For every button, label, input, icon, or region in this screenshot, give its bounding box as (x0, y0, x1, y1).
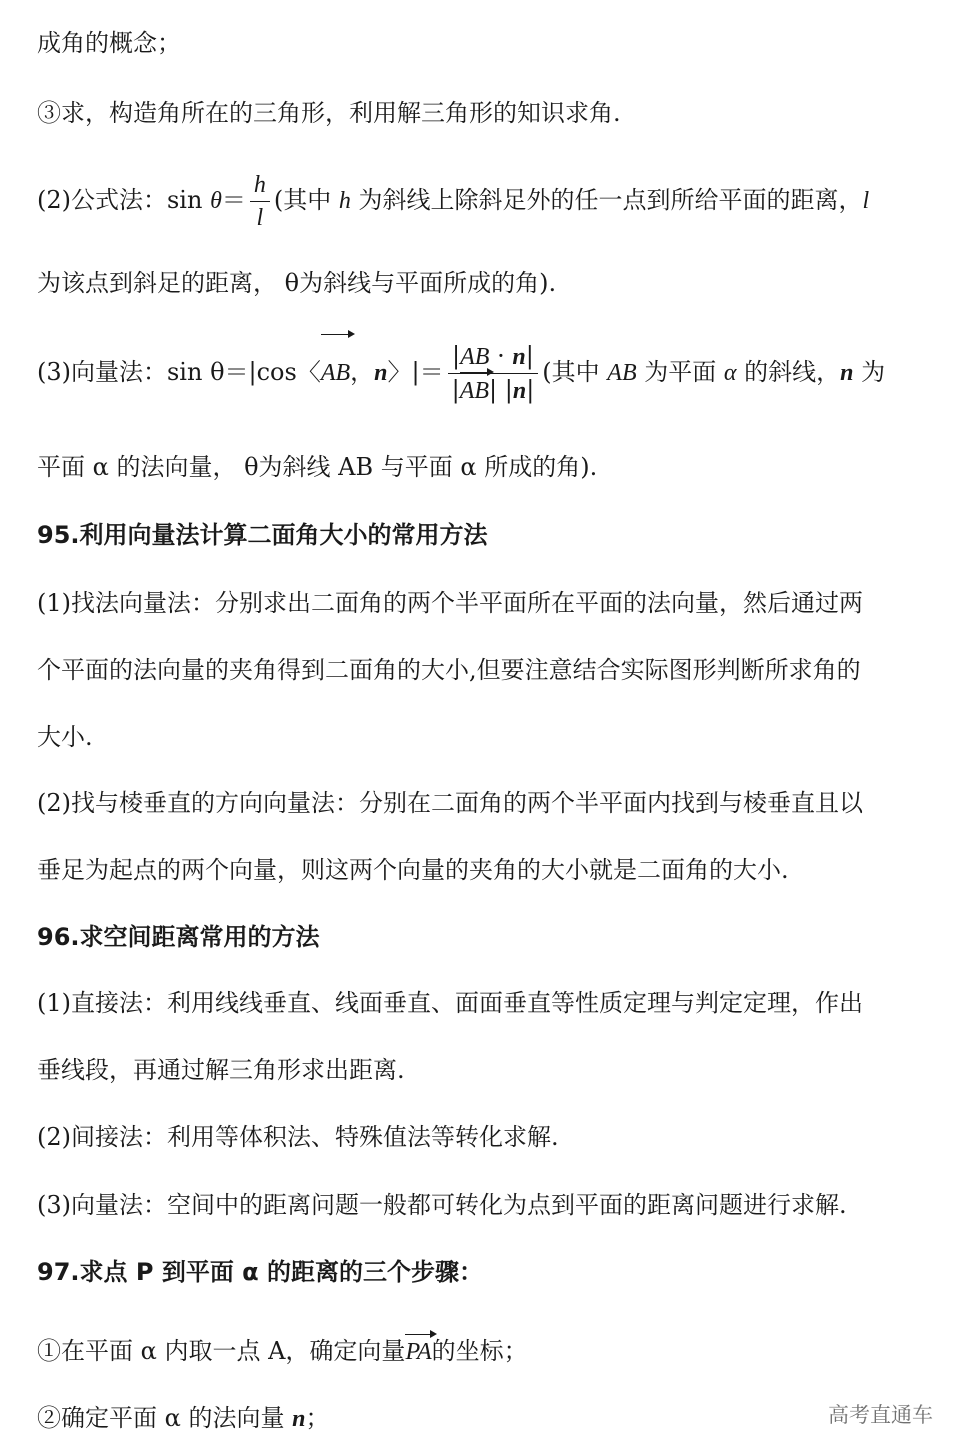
numerator-ab: AB (460, 344, 490, 370)
text-line-16 (37, 1336, 931, 1367)
equals-sign: ＝ (221, 186, 246, 214)
angle-bracket-close: 〉|＝ (387, 358, 444, 386)
text-line-10: (2)找与棱垂直的方向向量法：分别在二面角的两个半平面内找到与棱垂直且以 (37, 789, 863, 817)
heading-96: 96.求空间距离常用的方法 (37, 923, 320, 951)
n-symbol: n (840, 360, 854, 386)
text-line-12: (1)直接法：利用线线垂直、线面垂直、面面垂直等性质定理与判定定理，作出 (37, 989, 863, 1017)
vector-ab: AB (321, 337, 350, 409)
cosine-fraction (448, 340, 539, 407)
step-2-text: ②确定平面 α 的法向量 (37, 1404, 293, 1432)
normal-vector-n: n (374, 360, 388, 386)
fraction-numerator: |AB · n| (448, 340, 539, 374)
theta-symbol: θ (210, 188, 222, 214)
l-symbol: l (862, 188, 870, 214)
h-over-l-fraction (250, 169, 270, 234)
h-symbol: h (338, 188, 351, 214)
watermark: 高考直通车 (828, 1403, 933, 1427)
numerator-n: n (512, 344, 526, 370)
text-line-4: 为该点到斜足的距离， θ为斜线与平面所成的角). (37, 269, 557, 297)
denominator-n: n (512, 378, 527, 404)
formula-label: (2)公式法：sin (37, 186, 211, 214)
step-1-end: 的坐标； (431, 1337, 528, 1365)
fraction-denominator: |AB| |n| (448, 374, 539, 407)
heading-97: 97.求点 P 到平面 α 的距离的三个步骤： (37, 1258, 484, 1286)
text-line-1: 成角的概念； (37, 29, 181, 57)
text-line-13: 垂线段，再通过解三角形求出距离. (37, 1056, 405, 1084)
step-1-text: ①在平面 α 内取一点 A，确定向量 (37, 1337, 406, 1365)
heading-95: 95.利用向量法计算二面角大小的常用方法 (37, 521, 488, 549)
text-line-2: ③求，构造角所在的三角形，利用解三角形的知识求角. (37, 99, 621, 127)
vector-note-4: 为 (853, 358, 886, 386)
step-2-end: ； (305, 1404, 330, 1432)
text-line-7: (1)找法向量法：分别求出二面角的两个半平面所在平面的法向量，然后通过两 (37, 589, 863, 617)
text-line-17 (37, 1403, 931, 1434)
alpha-symbol: α (723, 360, 737, 386)
vector-note-3: 的斜线， (736, 358, 841, 386)
vector-note-1: (其中 (542, 358, 608, 386)
fraction-denominator: l (256, 205, 264, 231)
vector-method-line (37, 336, 931, 409)
text-line-15: (3)向量法：空间中的距离问题一般都可转化为点到平面的距离问题进行求解. (37, 1191, 847, 1219)
text-line-8: 个平面的法向量的夹角得到二面角的大小,但要注意结合实际图形判断所求角的 (37, 656, 861, 684)
formula-note-start: (其中 (273, 186, 339, 214)
vector-pa: PA (405, 1339, 432, 1365)
dot-operator: · (497, 342, 505, 370)
formula-note: 为斜线上除斜足外的任一点到所给平面的距离， (350, 186, 863, 214)
text-line-14: (2)间接法：利用等体积法、特殊值法等转化求解. (37, 1123, 559, 1151)
text-line-6: 平面 α 的法向量， θ为斜线 AB 与平面 α 所成的角). (37, 453, 598, 481)
text-line-9: 大小. (37, 723, 93, 751)
normal-vector-n-2: n (292, 1406, 306, 1432)
vector-note-2: 为平面 (636, 358, 724, 386)
denominator-ab: AB (460, 375, 489, 407)
text-line-11: 垂足为起点的两个向量，则这两个向量的夹角的大小就是二面角的大小. (37, 856, 789, 884)
vector-method-label: (3)向量法：sin θ＝|cos〈 (37, 358, 321, 386)
formula-method-line (37, 168, 931, 234)
fraction-numerator: h (250, 169, 270, 202)
comma: ， (350, 358, 375, 386)
ab-symbol: AB (607, 360, 637, 386)
